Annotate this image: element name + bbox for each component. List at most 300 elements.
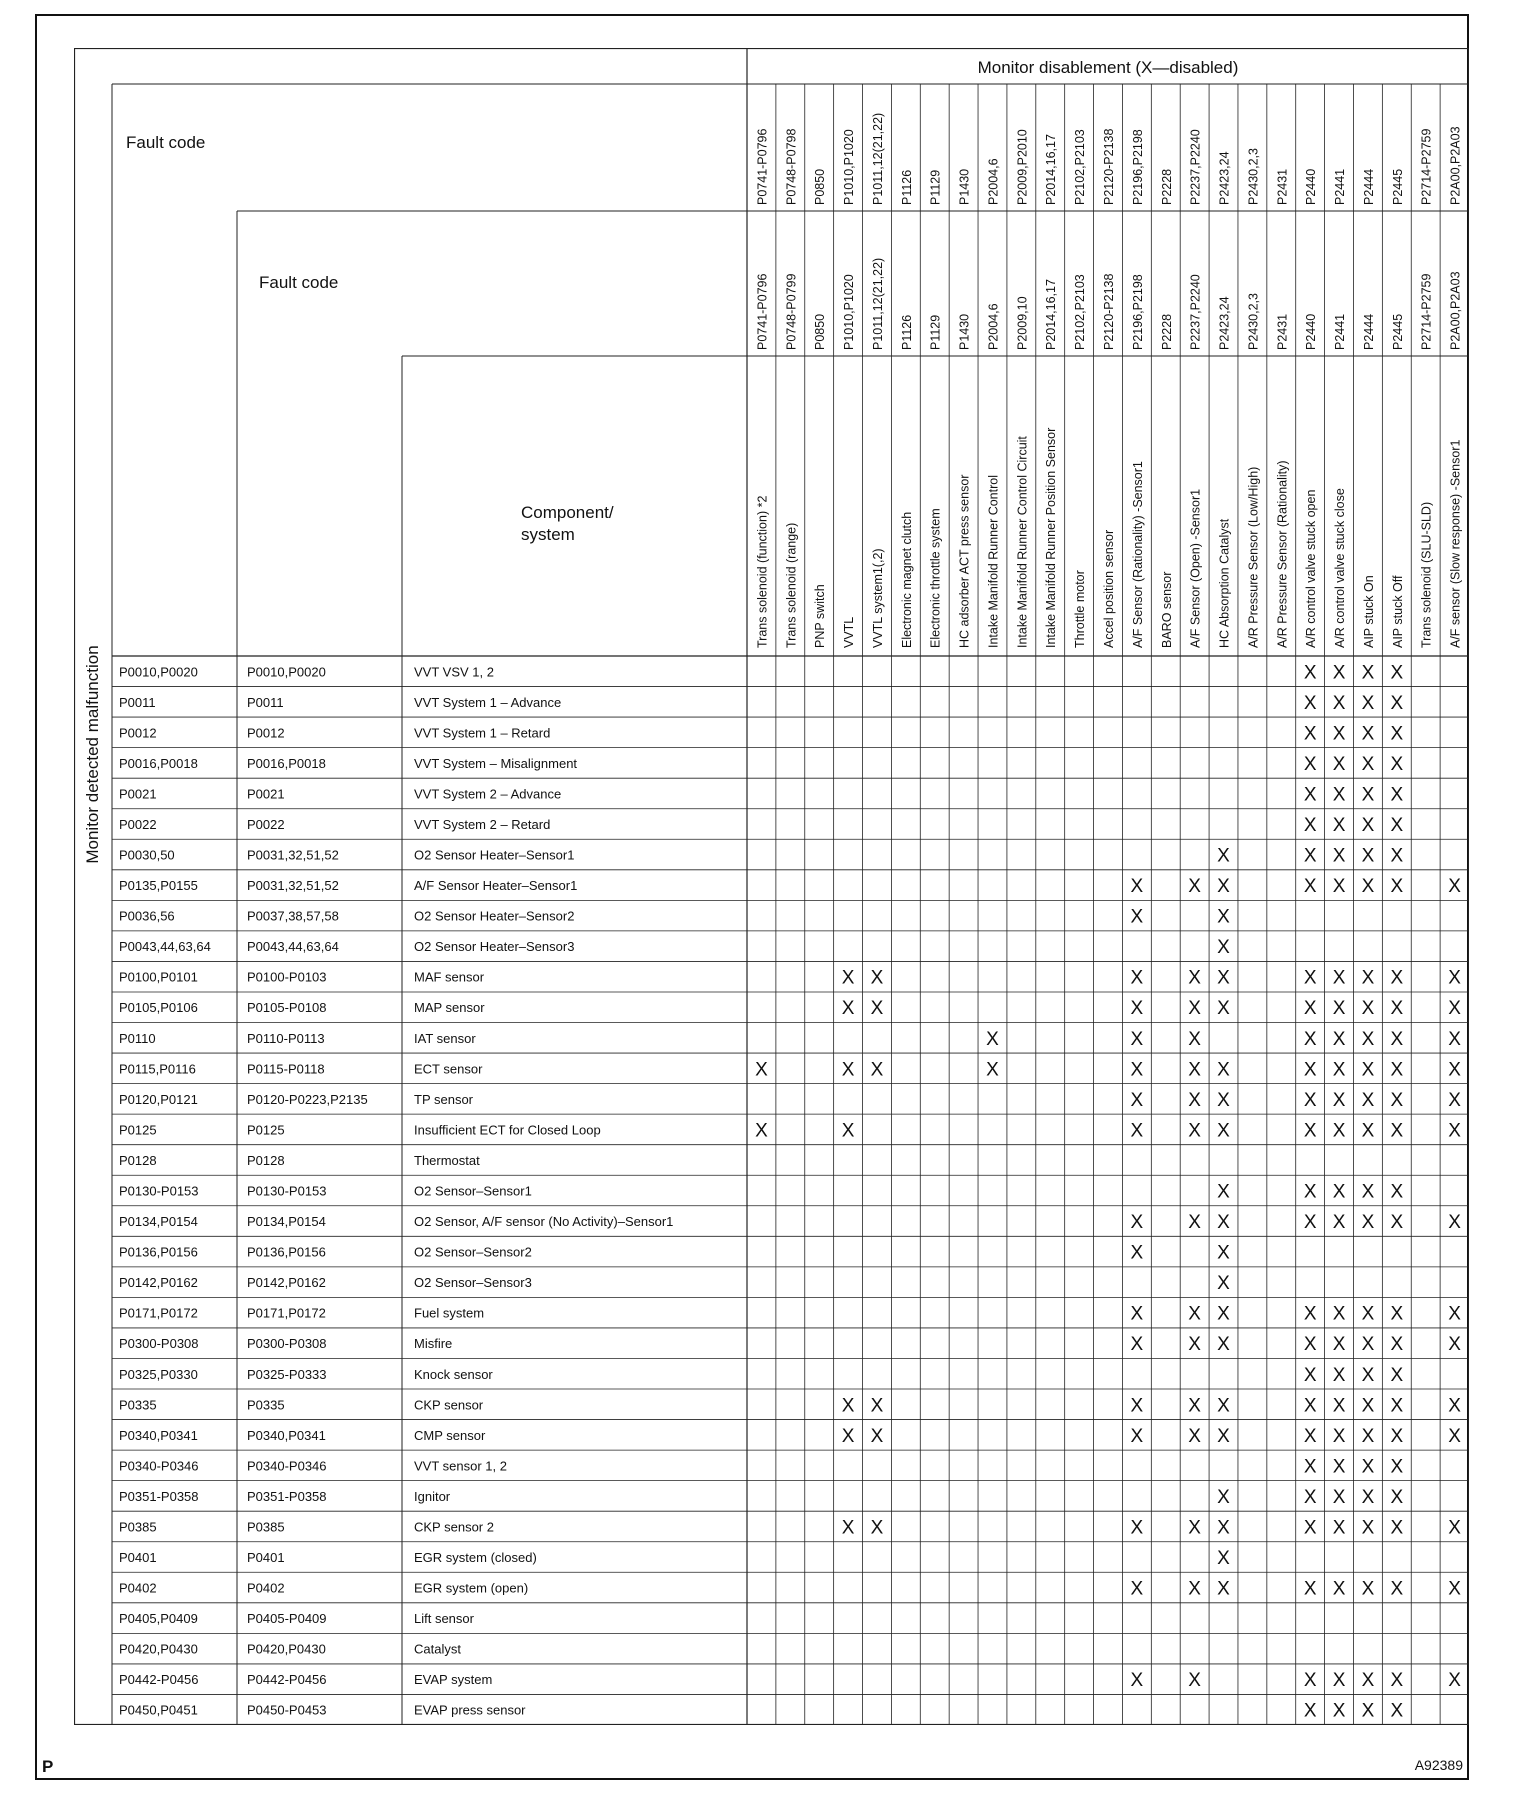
row-component: A/F Sensor Heater–Sensor1	[414, 878, 578, 894]
disabled-mark: X	[1390, 1181, 1404, 1203]
row-fault-code: P0011	[119, 694, 156, 710]
column-component-name: Electronic throttle system	[928, 508, 943, 648]
disabled-mark: X	[841, 967, 855, 989]
column-code-inner: P2440	[1304, 313, 1319, 350]
disabled-mark: X	[1390, 876, 1404, 898]
disabled-mark: X	[1130, 1120, 1144, 1142]
column-code-inner: P2430,2,3	[1246, 293, 1261, 350]
row-fault-code-detail: P0450-P0453	[247, 1702, 327, 1718]
disabled-mark: X	[1303, 1486, 1317, 1508]
row-fault-code-detail: P0115-P0118	[247, 1061, 325, 1077]
disabled-mark: X	[1217, 998, 1230, 1020]
disabled-mark: X	[1217, 1181, 1230, 1203]
disabled-mark: X	[1332, 1425, 1346, 1447]
disabled-mark: X	[1188, 998, 1201, 1020]
row-fault-code-detail: P0385	[247, 1519, 285, 1535]
disabled-mark: X	[1448, 1120, 1461, 1142]
row-fault-code: P0442-P0456	[119, 1672, 199, 1688]
row-fault-code-detail: P0128	[247, 1152, 285, 1168]
row-component: Lift sensor	[414, 1611, 474, 1627]
disabled-mark: X	[1361, 1181, 1375, 1203]
row-fault-code-detail: P0136,P0156	[247, 1244, 326, 1260]
disabled-mark: X	[870, 1395, 884, 1417]
row-fault-code: P0036,56	[119, 908, 175, 924]
row-fault-code-detail: P0134,P0154	[247, 1214, 326, 1230]
row-component: CKP sensor	[414, 1397, 484, 1413]
row-fault-code: P0135,P0155	[119, 878, 198, 894]
row-component: O2 Sensor–Sensor2	[414, 1244, 532, 1260]
disabled-mark: X	[1303, 967, 1317, 989]
column-code-inner: P2441	[1333, 313, 1348, 350]
disabled-mark: X	[1130, 1395, 1144, 1417]
disabled-mark: X	[1448, 1212, 1461, 1234]
row-component: O2 Sensor–Sensor1	[414, 1183, 532, 1199]
disabled-mark: X	[1332, 784, 1346, 806]
row-fault-code-detail: P0031,32,51,52	[247, 878, 339, 894]
row-component: CKP sensor 2	[414, 1519, 494, 1535]
table-svg	[74, 48, 1469, 1725]
row-fault-code: P0450,P0451	[119, 1702, 198, 1718]
fault-code-header-top: Fault code	[126, 133, 206, 152]
row-fault-code-detail: P0037,38,57,58	[247, 908, 339, 924]
disabled-mark: X	[1390, 692, 1404, 714]
row-component: Insufficient ECT for Closed Loop	[414, 1122, 601, 1138]
column-component-name: Electronic magnet clutch	[899, 511, 914, 648]
column-code-inner: P2714-P2759	[1419, 273, 1434, 350]
disabled-mark: X	[841, 1517, 855, 1539]
disabled-mark: X	[1361, 723, 1375, 745]
disabled-mark: X	[1303, 998, 1317, 1020]
column-code-inner: P0850	[813, 313, 828, 350]
row-fault-code: P0030,50	[119, 847, 175, 863]
disabled-mark: X	[841, 998, 855, 1020]
column-component-name: PNP switch	[813, 584, 828, 648]
row-fault-code: P0385	[119, 1519, 157, 1535]
row-fault-code: P0405,P0409	[119, 1611, 198, 1627]
disabled-mark: X	[1390, 1089, 1404, 1111]
row-component: Thermostat	[414, 1152, 480, 1168]
disabled-mark: X	[1361, 1486, 1375, 1508]
row-fault-code: P0401	[119, 1550, 157, 1566]
disabled-mark: X	[1448, 1028, 1461, 1050]
column-component-name: A/R control valve stuck close	[1333, 488, 1348, 648]
disabled-mark: X	[1303, 1028, 1317, 1050]
column-code-top: P2196,P2198	[1130, 129, 1145, 205]
disabled-mark: X	[1361, 784, 1375, 806]
disabled-mark: X	[986, 1028, 999, 1050]
row-fault-code-detail: P0300-P0308	[247, 1336, 327, 1352]
row-component: VVT VSV 1, 2	[414, 664, 494, 680]
disabled-mark: X	[1130, 1517, 1144, 1539]
row-component: O2 Sensor Heater–Sensor1	[414, 847, 575, 863]
disabled-mark: X	[1130, 1242, 1144, 1264]
disabled-mark: X	[1332, 1303, 1346, 1325]
component-system-header: system	[521, 525, 575, 544]
disabled-mark: X	[1390, 1028, 1404, 1050]
row-fault-code: P0340-P0346	[119, 1458, 199, 1474]
row-fault-code-detail: P0100-P0103	[247, 969, 327, 985]
column-code-top: P2014,16,17	[1044, 134, 1059, 205]
row-component: MAF sensor	[414, 969, 485, 985]
monitor-disablement-table	[74, 48, 1469, 1725]
column-code-top: P2228	[1159, 168, 1174, 205]
disabled-mark: X	[1217, 1120, 1230, 1142]
column-component-name: A/F sensor (Slow response) -Sensor1	[1448, 439, 1463, 648]
disabled-mark: X	[1448, 1089, 1461, 1111]
column-component-name: A/F Sensor (Open) -Sensor1	[1188, 488, 1203, 648]
disabled-mark: X	[1130, 1089, 1144, 1111]
disabled-mark: X	[1188, 1303, 1201, 1325]
disabled-mark: X	[841, 1059, 855, 1081]
row-component: O2 Sensor–Sensor3	[414, 1275, 532, 1291]
disabled-mark: X	[1217, 1242, 1230, 1264]
row-component: CMP sensor	[414, 1427, 486, 1443]
disabled-mark: X	[1361, 967, 1375, 989]
row-component: O2 Sensor Heater–Sensor3	[414, 939, 575, 955]
disabled-mark: X	[1390, 784, 1404, 806]
row-component: VVT System 1 – Advance	[414, 694, 562, 710]
disabled-mark: X	[1390, 1212, 1404, 1234]
disabled-mark: X	[841, 1120, 855, 1142]
disabled-mark: X	[986, 1059, 999, 1081]
disabled-mark: X	[1188, 1120, 1201, 1142]
disabled-mark: X	[1390, 753, 1404, 775]
disabled-mark: X	[1188, 1212, 1201, 1234]
disabled-mark: X	[1217, 967, 1230, 989]
row-fault-code-detail: P0401	[247, 1550, 285, 1566]
disabled-mark: X	[1361, 1089, 1375, 1111]
disabled-mark: X	[1361, 1303, 1375, 1325]
row-component: EGR system (closed)	[414, 1550, 537, 1566]
disabled-mark: X	[1448, 1578, 1461, 1600]
disabled-mark: X	[1390, 1670, 1404, 1692]
column-component-name: Trans solenoid (SLU-SLD)	[1419, 501, 1434, 648]
column-code-inner: P1126	[899, 314, 914, 350]
disabled-mark: X	[870, 1059, 884, 1081]
disabled-mark: X	[1217, 1395, 1230, 1417]
column-component-name: AIP stuck On	[1361, 575, 1376, 648]
row-fault-code: P0171,P0172	[119, 1305, 198, 1321]
row-fault-code-detail: P0021	[247, 786, 285, 802]
column-component-name: Intake Manifold Runner Control Circuit	[1015, 436, 1030, 648]
disabled-mark: X	[1130, 998, 1144, 1020]
disabled-mark: X	[1361, 1517, 1375, 1539]
disabled-mark: X	[1390, 1456, 1404, 1478]
disabled-mark: X	[1361, 814, 1375, 836]
disabled-mark: X	[1303, 1700, 1317, 1722]
column-code-top: P2440	[1304, 168, 1319, 205]
column-code-inner: P2102,P2103	[1073, 274, 1088, 350]
disabled-mark: X	[1303, 753, 1317, 775]
disabled-mark: X	[1361, 1059, 1375, 1081]
column-code-top: P0741-P0796	[755, 128, 770, 205]
disabled-mark: X	[1332, 1120, 1346, 1142]
disabled-mark: X	[1130, 1059, 1144, 1081]
disabled-mark: X	[1303, 814, 1317, 836]
disabled-mark: X	[1332, 1089, 1346, 1111]
column-code-top: P2714-P2759	[1419, 128, 1434, 205]
row-component: VVT System 2 – Retard	[414, 816, 551, 832]
disabled-mark: X	[1361, 1334, 1375, 1356]
row-component: Catalyst	[414, 1641, 461, 1657]
disabled-mark: X	[1332, 1212, 1346, 1234]
disabled-mark: X	[1130, 1670, 1144, 1692]
disabled-mark: X	[1332, 998, 1346, 1020]
row-fault-code: P0340,P0341	[119, 1427, 198, 1443]
corner-label: P	[42, 1757, 54, 1776]
disabled-mark: X	[841, 1425, 855, 1447]
row-component: MAP sensor	[414, 1000, 485, 1016]
disabled-mark: X	[870, 967, 884, 989]
row-fault-code: P0100,P0101	[119, 969, 198, 985]
disabled-mark: X	[1390, 723, 1404, 745]
column-code-inner: P2009,10	[1015, 296, 1030, 350]
disabled-mark: X	[1303, 1425, 1317, 1447]
row-fault-code: P0022	[119, 816, 157, 832]
disabled-mark: X	[1303, 1670, 1317, 1692]
row-fault-code-detail: P0340-P0346	[247, 1458, 327, 1474]
disabled-mark: X	[1217, 1425, 1230, 1447]
column-code-inner: P1011,12(21,22)	[870, 257, 885, 350]
disabled-mark: X	[1332, 1700, 1346, 1722]
row-fault-code: P0016,P0018	[119, 755, 198, 771]
disabled-mark: X	[1303, 662, 1317, 684]
column-code-inner: P1430	[957, 313, 972, 350]
row-fault-code-detail: P0016,P0018	[247, 755, 326, 771]
disabled-mark: X	[1188, 1059, 1201, 1081]
column-code-inner: P2A00,P2A03	[1448, 271, 1463, 350]
disabled-mark: X	[841, 1395, 855, 1417]
disabled-mark: X	[1448, 998, 1461, 1020]
column-code-inner: P1129	[928, 314, 943, 350]
row-component: EGR system (open)	[414, 1580, 529, 1596]
disabled-mark: X	[1303, 1303, 1317, 1325]
column-code-top: P2423,24	[1217, 151, 1232, 205]
fault-code-header-inner: Fault code	[259, 273, 339, 292]
disabled-mark: X	[1361, 1578, 1375, 1600]
disabled-mark: X	[1303, 1364, 1317, 1386]
disabled-mark: X	[1303, 1059, 1317, 1081]
disabled-mark: X	[1130, 906, 1144, 928]
disabled-mark: X	[1361, 1364, 1375, 1386]
column-component-name: HC Absorption Catalyst	[1217, 518, 1232, 648]
disabled-mark: X	[1332, 1517, 1346, 1539]
column-component-name: Intake Manifold Runner Control	[986, 474, 1001, 648]
row-fault-code: P0420,P0430	[119, 1641, 198, 1657]
disabled-mark: X	[1217, 876, 1230, 898]
row-fault-code: P0136,P0156	[119, 1244, 198, 1260]
row-fault-code-detail: P0110-P0113	[247, 1030, 325, 1046]
row-fault-code: P0402	[119, 1580, 157, 1596]
row-fault-code: P0120,P0121	[119, 1091, 198, 1107]
disabled-mark: X	[1448, 1425, 1461, 1447]
disabled-mark: X	[1188, 967, 1201, 989]
column-component-name: A/R control valve stuck open	[1304, 489, 1319, 648]
row-component: EVAP system	[414, 1672, 493, 1688]
row-fault-code-detail: P0351-P0358	[247, 1488, 327, 1504]
row-fault-code: P0128	[119, 1152, 157, 1168]
disabled-mark: X	[1361, 845, 1375, 867]
disabled-mark: X	[1332, 1028, 1346, 1050]
column-code-inner: P2120-P2138	[1102, 273, 1116, 350]
row-fault-code: P0010,P0020	[119, 664, 198, 680]
disabled-mark: X	[1217, 1486, 1230, 1508]
disabled-mark: X	[1332, 1334, 1346, 1356]
disabled-mark: X	[1303, 1578, 1317, 1600]
column-component-name: HC adsorber ACT press sensor	[957, 474, 972, 648]
row-component: TP sensor	[414, 1091, 474, 1107]
row-fault-code-detail: P0125	[247, 1122, 285, 1138]
disabled-mark: X	[1130, 967, 1144, 989]
disabled-mark: X	[1303, 1120, 1317, 1142]
column-code-top: P2237,P2240	[1188, 129, 1203, 205]
column-code-inner: P1010,P1020	[842, 274, 857, 350]
disabled-mark: X	[1303, 1212, 1317, 1234]
disabled-mark: X	[1217, 906, 1230, 928]
row-fault-code: P0335	[119, 1397, 157, 1413]
disabled-mark: X	[1188, 1334, 1201, 1356]
column-component-name: A/F Sensor (Rationality) -Sensor1	[1130, 461, 1145, 648]
row-fault-code: P0351-P0358	[119, 1488, 199, 1504]
disabled-mark: X	[870, 1425, 884, 1447]
row-component: Ignitor	[414, 1488, 451, 1504]
disabled-mark: X	[1448, 1303, 1461, 1325]
disabled-mark: X	[1303, 692, 1317, 714]
disabled-mark: X	[1332, 876, 1346, 898]
column-code-inner: P2444	[1361, 313, 1376, 350]
disabled-mark: X	[1332, 845, 1346, 867]
row-fault-code: P0105,P0106	[119, 1000, 198, 1016]
row-fault-code: P0110	[119, 1030, 156, 1046]
disabled-mark: X	[1390, 1364, 1404, 1386]
row-fault-code-detail: P0043,44,63,64	[247, 939, 339, 955]
column-code-inner: P2445	[1390, 313, 1405, 350]
disabled-mark: X	[1303, 784, 1317, 806]
row-fault-code-detail: P0420,P0430	[247, 1641, 326, 1657]
column-code-top: P2445	[1390, 168, 1405, 205]
disabled-mark: X	[1217, 1548, 1230, 1570]
disabled-mark: X	[1217, 1303, 1230, 1325]
column-component-name: Throttle motor	[1073, 570, 1088, 648]
disabled-mark: X	[1361, 998, 1375, 1020]
disabled-mark: X	[1448, 1517, 1461, 1539]
disabled-mark: X	[755, 1120, 768, 1142]
disabled-mark: X	[1332, 1670, 1346, 1692]
column-component-name: A/R Pressure Sensor (Low/High)	[1246, 466, 1261, 648]
disabled-mark: X	[755, 1059, 768, 1081]
disabled-mark: X	[1361, 662, 1375, 684]
disabled-mark: X	[1303, 1334, 1317, 1356]
disabled-mark: X	[1361, 753, 1375, 775]
disabled-mark: X	[1130, 1212, 1144, 1234]
row-fault-code: P0300-P0308	[119, 1336, 199, 1352]
column-code-top: P1430	[957, 168, 972, 205]
disabled-mark: X	[1188, 876, 1201, 898]
row-component: IAT sensor	[414, 1030, 476, 1046]
disabled-mark: X	[1332, 967, 1346, 989]
disabled-mark: X	[1390, 662, 1404, 684]
row-fault-code: P0115,P0116	[119, 1061, 196, 1077]
disabled-mark: X	[1332, 1059, 1346, 1081]
column-component-name: Intake Manifold Runner Position Sensor	[1044, 427, 1059, 648]
column-code-inner: P2423,24	[1217, 296, 1232, 350]
disabled-mark: X	[1130, 876, 1144, 898]
disabled-mark: X	[1130, 1578, 1144, 1600]
disabled-mark: X	[1303, 1456, 1317, 1478]
row-fault-code: P0043,44,63,64	[119, 939, 211, 955]
row-fault-code-detail: P0325-P0333	[247, 1366, 327, 1382]
disabled-mark: X	[1361, 1425, 1375, 1447]
column-component-name: Accel position sensor	[1102, 529, 1116, 648]
disabled-mark: X	[1332, 1456, 1346, 1478]
disabled-mark: X	[1303, 1089, 1317, 1111]
figure-id: A92389	[1414, 1757, 1463, 1773]
side-label-monitor-detected: Monitor detected malfunction	[83, 645, 102, 864]
column-component-name: VVTL system1(,2)	[870, 548, 885, 648]
disabled-mark: X	[1188, 1425, 1201, 1447]
disabled-mark: X	[1448, 967, 1461, 989]
row-component: Fuel system	[414, 1305, 485, 1321]
disabled-mark: X	[1217, 1517, 1230, 1539]
column-code-inner: P2014,16,17	[1044, 279, 1059, 350]
row-fault-code-detail: P0011	[247, 694, 284, 710]
disabled-mark: X	[1303, 1395, 1317, 1417]
disabled-mark: X	[1188, 1089, 1201, 1111]
disabled-mark: X	[870, 998, 884, 1020]
disabled-mark: X	[1361, 1456, 1375, 1478]
column-component-name: AIP stuck Off	[1390, 575, 1405, 648]
column-code-top: P1129	[928, 169, 943, 205]
disabled-mark: X	[1390, 967, 1404, 989]
disabled-mark: X	[1361, 1395, 1375, 1417]
column-code-top: P1010,P1020	[842, 129, 857, 205]
row-fault-code: P0142,P0162	[119, 1275, 198, 1291]
column-code-top: P2120-P2138	[1102, 128, 1116, 205]
disabled-mark: X	[1390, 1578, 1404, 1600]
disabled-mark: X	[1188, 1517, 1201, 1539]
disabled-mark: X	[1390, 998, 1404, 1020]
disabled-mark: X	[1390, 1120, 1404, 1142]
disabled-mark: X	[1332, 1181, 1346, 1203]
disabled-mark: X	[1448, 1395, 1461, 1417]
disabled-mark: X	[1332, 814, 1346, 836]
disabled-mark: X	[1390, 1517, 1404, 1539]
disabled-mark: X	[1130, 1028, 1144, 1050]
disabled-mark: X	[1217, 937, 1230, 959]
disabled-mark: X	[1303, 723, 1317, 745]
disabled-mark: X	[1390, 1334, 1404, 1356]
disabled-mark: X	[1332, 753, 1346, 775]
column-code-top: P1011,12(21,22)	[870, 112, 885, 205]
row-fault-code-detail: P0405-P0409	[247, 1611, 327, 1627]
disabled-mark: X	[1303, 1517, 1317, 1539]
disabled-mark: X	[1448, 1334, 1461, 1356]
column-code-top: P2A00,P2A03	[1448, 126, 1463, 205]
disabled-mark: X	[1361, 1212, 1375, 1234]
row-fault-code-detail: P0010,P0020	[247, 664, 326, 680]
column-code-inner: P2004,6	[986, 303, 1001, 350]
row-component: Knock sensor	[414, 1366, 493, 1382]
row-component: VVT System 2 – Advance	[414, 786, 562, 802]
column-code-inner: P2228	[1159, 313, 1174, 350]
disabled-mark: X	[1217, 845, 1230, 867]
disabled-mark: X	[1361, 1028, 1375, 1050]
column-code-top: P2430,2,3	[1246, 148, 1261, 205]
row-component: EVAP press sensor	[414, 1702, 526, 1718]
disabled-mark: X	[1448, 1059, 1461, 1081]
row-fault-code: P0021	[119, 786, 157, 802]
disabled-mark: X	[1303, 845, 1317, 867]
